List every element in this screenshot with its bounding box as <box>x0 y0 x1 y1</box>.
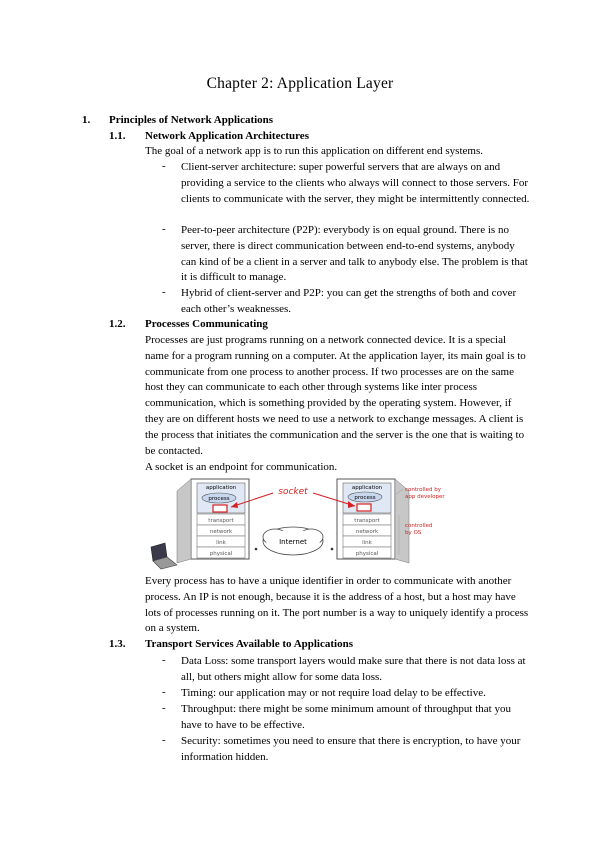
internet-label: Internet <box>279 538 307 546</box>
list-item: Throughput: there might be some minimum amount of throughput that you have to have to be effective. <box>181 703 511 731</box>
list-item: Data Loss: some transport layers would make sure that there is not data loss at all, but others might allow for some data loss. <box>181 655 526 683</box>
layer-label: link <box>362 540 372 546</box>
list-item: Security: sometimes you need to ensure that there is encryption, to have your information hidden. <box>181 735 521 763</box>
process-label: process <box>208 496 230 502</box>
socket-door <box>357 504 371 511</box>
subsection-heading: Network Application Architectures <box>145 130 309 142</box>
list-item: Client-server architecture: super powerful servers that are always on and providing a service to the clients who always will connect to those servers. For clients to communicate with the server, they might be intermittently connected. <box>181 161 530 205</box>
left-host <box>177 479 249 563</box>
layer-label: link <box>216 540 226 546</box>
internet-cloud <box>263 527 323 555</box>
list-item: Hybrid of client-server and P2P: you can get the strengths of both and cover each other’s weaknesses. <box>181 287 517 315</box>
subsection-heading: Transport Services Available to Applications <box>145 638 353 650</box>
subsection-number: 1.3. <box>109 638 126 650</box>
layer-label: transport <box>354 518 380 524</box>
bullet-marker: - <box>162 654 166 666</box>
app-label: application <box>205 485 237 491</box>
section-number: 1. <box>82 114 91 126</box>
list-item: Peer-to-peer architecture (P2P): everybody is on equal ground. There is no server, there is direct communication between end-to-end systems, anybody can kind of be a client in a server and talk to anybody else. The problem is that it is difficult to manage. <box>181 224 528 284</box>
subsection-number: 1.1. <box>109 130 126 142</box>
layer-label: physical <box>355 551 379 557</box>
bullet-marker: - <box>162 686 166 698</box>
app-label: application <box>351 485 383 491</box>
page-title: Chapter 2: Application Layer <box>206 75 394 92</box>
layer-label: physical <box>209 551 233 557</box>
list-item: Timing: our application may or not require load delay to be effective. <box>181 687 486 699</box>
note-os: controlled by OS <box>405 523 433 536</box>
process-label: process <box>354 495 376 501</box>
bullet-marker: - <box>162 702 166 714</box>
subsection-number: 1.2. <box>109 318 126 330</box>
socket-diagram <box>147 477 467 577</box>
note-app-developer: controlled by app developer <box>405 487 445 500</box>
right-host <box>337 479 409 563</box>
section-heading: Principles of Network Applications <box>109 114 274 126</box>
paragraph: Processes are just programs running on a network connected device. It is a special name for a program running on a computer. At the application layer, its main goal is to communicate from one process to another process. If two processes are on the same host they can communicate to each other through systems like inter process communication, which is something provided by the operating system. However, if they are on different hosts we need to use a network to exchange messages. A client is the process that initiates the communication and the server is the one that is waiting to be contacted. <box>145 334 526 457</box>
paragraph: The goal of a network app is to run this application on different end systems. <box>145 145 483 157</box>
layer-label: network <box>209 529 233 535</box>
bullet-marker: - <box>162 160 166 172</box>
bullet-marker: - <box>162 223 166 235</box>
paragraph: A socket is an endpoint for communication. <box>145 461 338 473</box>
laptop-icon <box>151 543 177 569</box>
layer-label: network <box>355 529 379 535</box>
subsection-heading: Processes Communicating <box>145 318 268 330</box>
paragraph: Every process has to have a unique identifier in order to communicate with another process. An IP is not enough, because it is the address of a host, but a host may have lots of processes running on it. The port number is a way to uniquely identify a process on a system. <box>145 575 529 635</box>
socket-label: socket <box>278 487 308 497</box>
bullet-marker: - <box>162 286 166 298</box>
socket-door <box>213 505 227 512</box>
bullet-marker: - <box>162 734 166 746</box>
layer-label: transport <box>208 518 234 524</box>
